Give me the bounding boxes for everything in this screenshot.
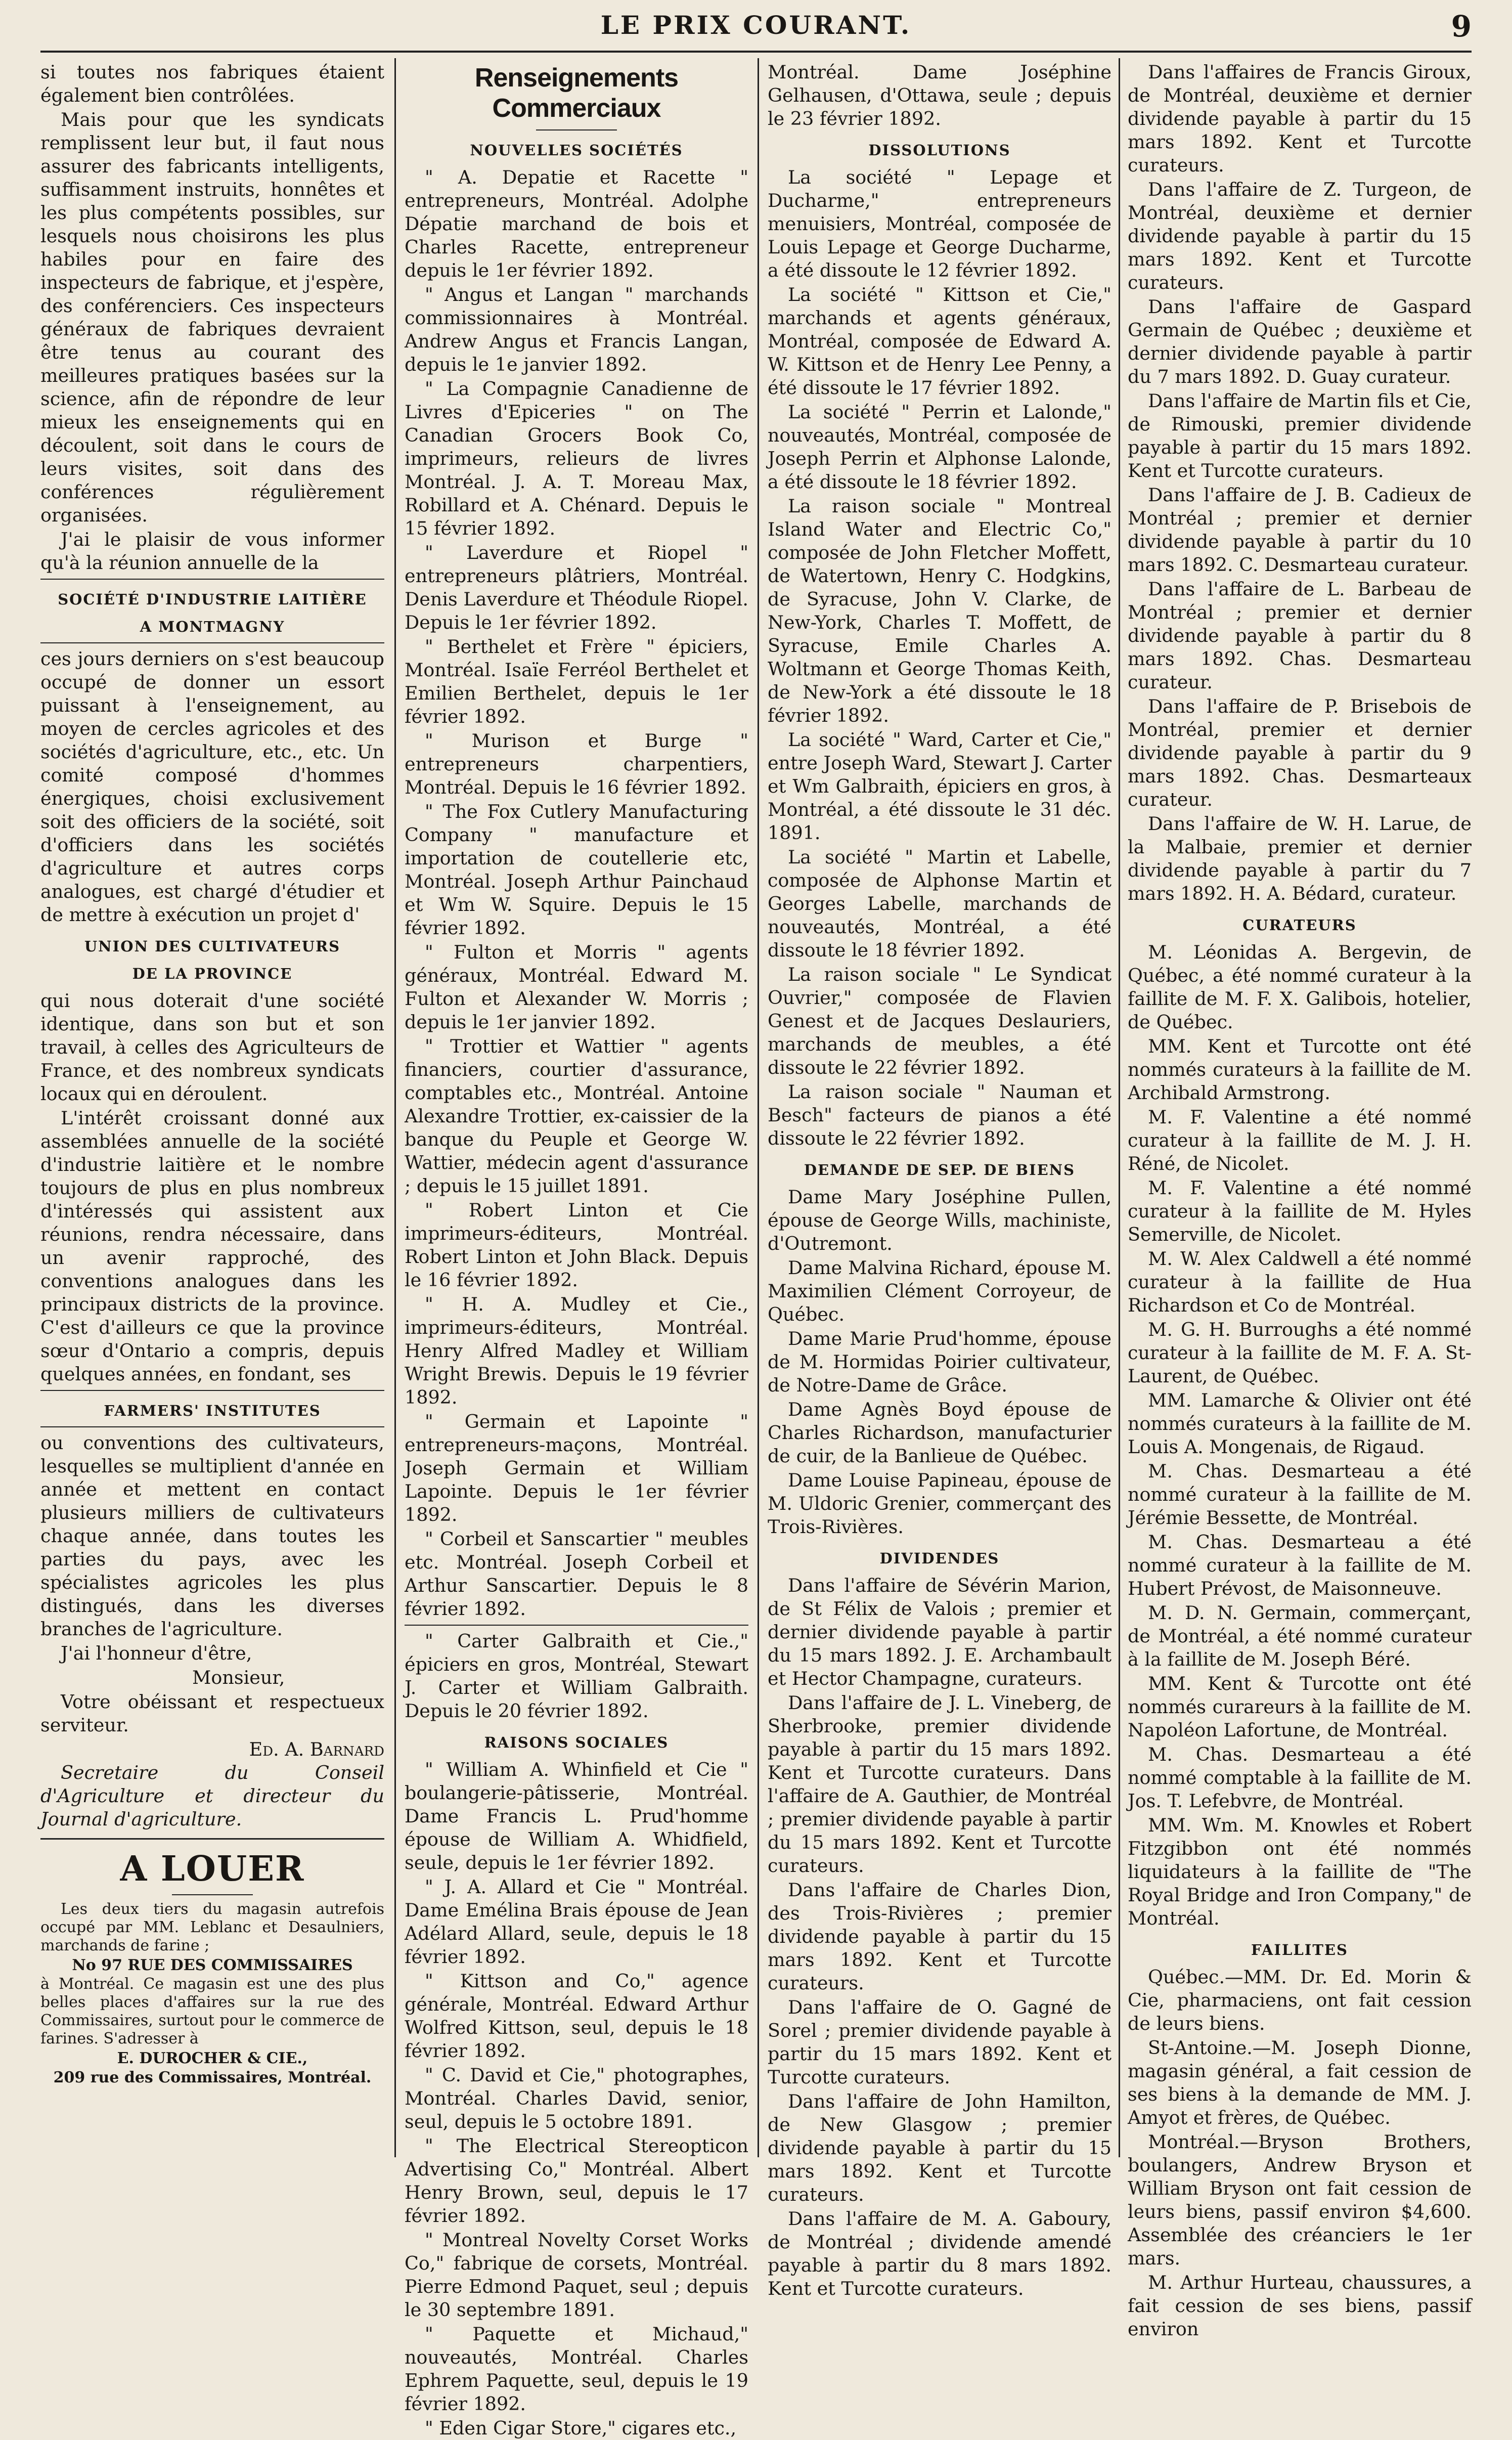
list-item: Dans l'affaire de Charles Dion, des Trois-Rivières ; premier dividende payable à partir du 15 mars 1892. Kent et Turcotte curateurs. [768,1879,1111,1994]
list-item: Dans l'affaire de Gaspard Germain de Québec ; deuxième et dernier dividende payable à partir du 7 mars 1892. D. Guay curateur. [1128,296,1472,387]
divider [40,1390,384,1391]
list-item: Dans l'affaire de M. A. Gaboury, de Montréal ; dividende amendé payable à partir du 8 mars 1892. Kent et Turcotte curateurs. [768,2208,1111,2299]
column-rule [758,58,759,2157]
list-item: Dans l'affaire de L. Barbeau de Montréal ; premier et dernier dividende payable à partir du 8 mars 1892. Chas. Desmarteau curateur. [1128,578,1472,693]
divider [172,1894,253,1895]
list-item: MM. Wm. M. Knowles et Robert Fitzgibbon ont été nommés liquidateurs à la faillite de "The Royal Bridge and Iron Company," de Montréal. [1128,1814,1472,1929]
divider [40,642,384,643]
ad-text: Les deux tiers du magasin autrefois occupé par MM. Leblanc et Desaulniers, marchands de farine ; [40,1900,384,1954]
list-item: " The Fox Cutlery Manufacturing Company " manufacture et importation de coutellerie etc, Montréal. Joseph Arthur Painchaud et Wm W. Squire. Depuis le 15 février 1892. [405,801,748,939]
divider [40,579,384,580]
list-item: M. Arthur Hurteau, chaussures, a fait cession de ses biens, passif environ [1128,2272,1472,2340]
paragraph: qui nous doterait d'une société identique, dans son but et son travail, à celles des Agriculteurs de France, et des nombreux syndicats locaux qui en déroulent. [40,990,384,1105]
list-item: M. D. N. Germain, commerçant, de Montréal, a été nommé curateur à la faillite de M. Joseph Béré. [1128,1602,1472,1670]
list-item: MM. Kent et Turcotte ont été nommés curateurs à la faillite de M. Archibald Armstrong. [1128,1035,1472,1104]
list-item: Dame Marie Prud'homme, épouse de M. Hormidas Poirier cultivateur, de Notre-Dame de Grâce. [768,1328,1111,1396]
list-item: " Eden Cigar Store," cigares etc., [425,2417,737,2439]
paragraph: ou conventions des cultivateurs, lesquelles se multiplient d'année en année et mettent en contact plusieurs milliers de cultivateurs chaque année, dans toutes les parties du pays, avec les spécialistes agricoles les plus distingués, dans les diverses branches de l'agriculture. [40,1432,384,1640]
section-heading: DE LA PROVINCE [132,965,293,982]
list-item: Dans l'affaire de J. B. Cadieux de Montréal ; premier et dernier dividende payable à partir du 10 mars 1892. C. Desmarteau curateur. [1128,484,1472,576]
list-item: " Robert Linton et Cie imprimeurs-éditeurs, Montréal. Robert Linton et John Black. Depuis le 16 février 1892. [405,1199,748,1291]
signature-title: Secretaire du Conseil d'Agriculture et directeur du Journal d'agriculture. [40,1762,384,1830]
list-item: Dans l'affaire de O. Gagné de Sorel ; premier dividende payable à partir du 15 mars 1892. Kent et Turcotte curateurs. [768,1996,1111,2088]
list-item: La société " Lepage et Ducharme," entrepreneurs menuisiers, Montréal, composée de Louis Lepage et George Ducharme, a été dissoute le 12 février 1892. [768,166,1111,281]
paragraph: si toutes nos fabriques étaient également bien contrôlées. [40,61,384,106]
list-item: La société " Kittson et Cie," marchands et agents généraux, Montréal, composée de Edward A. W. Kittson et de Henry Lee Penny, a été dissoute le 17 février 1892. [768,284,1111,399]
section-heading: FARMERS' INSTITUTES [104,1402,321,1419]
list-item: Québec.—MM. Dr. Ed. Morin & Cie, pharmaciens, ont fait cession de leurs biens. [1128,1966,1472,2034]
paragraph: J'ai l'honneur d'être, [61,1642,252,1664]
closing: Votre obéissant et respectueux serviteur. [40,1691,384,1736]
list-item: La société " Ward, Carter et Cie," entre Joseph Ward, Stewart J. Carter et Wm Galbraith, épiciers en gros, à Montréal, a été dissoute le 31 déc. 1891. [768,729,1111,844]
list-item: " Murison et Burge " entrepreneurs charpentiers, Montréal. Depuis le 16 février 1892. [405,730,748,798]
column-2 [405,61,748,2439]
list-item: Dans l'affaire de Martin fils et Cie, de Rimouski, premier dividende payable à partir du 15 mars 1892. Kent et Turcotte curateurs. [1128,390,1472,482]
ad-text: à Montréal. Ce magasin est une des plus belles places d'affaires sur la rue des Commissaires, surtout pour le commerce de farines. S'adresser à [40,1975,384,2047]
list-item: " A. Depatie et Racette " entrepreneurs, Montréal. Adolphe Dépatie marchand de bois et Charles Racette, entrepreneur depuis le 1er février 1892. [405,166,748,281]
list-item: Dame Louise Papineau, épouse de M. Uldoric Grenier, commerçant des Trois-Rivières. [768,1469,1111,1538]
divider [40,1426,384,1427]
list-item: Montréal.—Bryson Brothers, boulangers, Andrew Bryson et William Bryson ont fait cession de leurs biens, passif environ $4,600. Assemblée des créanciers le 1er mars. [1128,2131,1472,2269]
list-item: M. G. H. Burroughs a été nommé curateur à la faillite de M. F. A. St-Laurent, de Québec. [1128,1319,1472,1387]
list-item: M. Léonidas A. Bergevin, de Québec, a été nommé curateur à la faillite de M. F. X. Galibois, hotelier, de Québec. [1128,941,1472,1033]
section-heading: DIVIDENDES [879,1550,1000,1567]
list-item: M. W. Alex Caldwell a été nommé curateur à la faillite de Hua Richardson et Co de Montréal. [1128,1248,1472,1316]
list-item: Dans l'affaire de John Hamilton, de New Glasgow ; premier dividende payable à partir du 15 mars 1892. Kent et Turcotte curateurs. [768,2090,1111,2205]
list-item: La raison sociale " Le Syndicat Ouvrier," composée de Flavien Genest et de Jacques Deslauriers, marchands de meubles, a été dissoute le 22 février 1892. [768,964,1111,1078]
newspaper-title: LE PRIX COURANT. [600,10,912,40]
list-item: MM. Kent & Turcotte ont été nommés curareurs à la faillite de M. Napoléon Lafortune, de Montréal. [1128,1673,1472,1741]
section-heading: A MONTMAGNY [140,618,285,635]
divider [536,129,617,130]
list-item: " Berthelet et Frère " épiciers, Montréal. Isaïe Ferréol Berthelet et Emilien Berthelet, depuis le 1er février 1892. [405,636,748,727]
section-heading: RAISONS SOCIALES [484,1734,669,1751]
ad-contact-address: 209 rue des Commissaires, Montréal. [53,2069,372,2086]
page-header [40,9,1472,53]
list-item: Dame Agnès Boyd épouse de Charles Richardson, manufacturier de cuir, de la Banlieue de Québec. [768,1399,1111,1467]
list-item: " William A. Whinfield et Cie " boulangerie-pâtisserie, Montréal. Dame Francis L. Prud'homme épouse de William A. Whidfield, seule, depuis le 1er février 1892. [405,1759,748,1873]
list-item: Dans l'affaire de Z. Turgeon, de Montréal, deuxième et dernier dividende payable à partir du 15 mars 1892. Kent et Turcotte curateurs. [1128,179,1472,293]
list-item: Dans l'affaire de J. L. Vineberg, de Sherbrooke, premier dividende payable à partir du 15 mars 1892. Kent et Turcotte curateurs. Dans l'affaire de A. Gauthier, de Montréal ; premier dividende payable à partir du 15 mars 1892. Kent et Turcotte curateurs. [768,1692,1111,1877]
list-item: M. Chas. Desmarteau a été nommé curateur à la faillite de M. Hubert Prévost, de Maisonneuve. [1128,1531,1472,1599]
list-item: Dans l'affaire de Sévérin Marion, de St Félix de Valois ; premier et dernier dividende payable à partir du 15 mars 1892. J. E. Archambault et Hector Champagne, curateurs. [768,1575,1111,1689]
list-item: Dame Malvina Richard, épouse M. Maximilien Clément Corroyeur, de Québec. [768,1257,1111,1325]
list-item: St-Antoine.—M. Joseph Dionne, magasin général, a fait cession de ses biens à la demande de MM. J. Amyot et frères, de Québec. [1128,2037,1472,2128]
list-item: M. F. Valentine a été nommé curateur à la faillite de M. J. H. Réné, de Nicolet. [1128,1106,1472,1174]
ad-title: A LOUER [120,1849,305,1889]
list-item: " C. David et Cie," photographes, Montréal. Charles David, senior, seul, depuis le 5 octobre 1891. [405,2064,748,2132]
column-rule [394,58,396,2157]
list-item: " Carter Galbraith et Cie.," épiciers en gros, Montréal, Stewart J. Carter et William Galbraith. Depuis le 20 février 1892. [405,1630,748,1722]
list-item: M. F. Valentine a été nommé curateur à la faillite de M. Hyles Semerville, de Nicolet. [1128,1177,1472,1245]
divider [40,1838,384,1840]
section-heading: NOUVELLES SOCIÉTÉS [470,142,683,159]
section-heading: DISSOLUTIONS [868,142,1011,159]
paragraph: Montréal. Dame Joséphine Gelhausen, d'Ottawa, seule ; depuis le 23 février 1892. [768,61,1111,129]
list-item: " Corbeil et Sanscartier " meubles etc. Montréal. Joseph Corbeil et Arthur Sanscartier. Depuis le 8 février 1892. [405,1528,748,1620]
list-item: " Montreal Novelty Corset Works Co," fabrique de corsets, Montréal. Pierre Edmond Paquet, seul ; depuis le 30 septembre 1891. [405,2229,748,2321]
section-heading: UNION DES CULTIVATEURS [84,938,341,955]
list-item: La raison sociale " Montreal Island Water and Electric Co," composée de John Fletcher Moffett, de Watertown, Henry C. Hodgkins, de Syracuse, John V. Clarke, de New-York, Charles T. Moffett, de Syracuse, Emile Charles A. Woltmann et George Thomas Keith, de New-York a été dissoute le 18 février 1892. [768,495,1111,726]
list-item: " J. A. Allard et Cie " Montréal. Dame Emélina Brais épouse de Jean Adélard Allard, seule, depuis le 18 février 1892. [405,1876,748,1968]
list-item: La société " Perrin et Lalonde," nouveautés, Montréal, composée de Joseph Perrin et Alphonse Lalonde, a été dissoute le 18 février 1892. [768,401,1111,493]
list-item: " Laverdure et Riopel " entrepreneurs plâtriers, Montréal. Denis Laverdure et Théodule Riopel. Depuis le 1er février 1892. [405,542,748,633]
list-item: Dans l'affaires de Francis Giroux, de Montréal, deuxième et dernier dividende payable à partir du 15 mars 1892. Kent et Turcotte curateurs. [1128,61,1472,176]
salutation: Monsieur, [192,1667,285,1688]
column-3 [768,61,1111,2299]
divider [405,1625,748,1626]
list-item: " Fulton et Morris " agents généraux, Montréal. Edward M. Fulton et Alexander W. Morris ; depuis le 1er janvier 1892. [405,941,748,1033]
signature: Ed. A. Barnard [249,1738,384,1760]
column-title: Renseignements Commerciaux [474,63,679,123]
list-item: " La Compagnie Canadienne de Livres d'Epiceries " on The Canadian Grocers Book Co, imprimeurs, relieurs de livres Montréal. J. A. T. Moreau Max, Robillard et A. Chénard. Depuis le 15 février 1892. [405,378,748,539]
section-heading: FAILLITES [1251,1941,1348,1958]
list-item: La raison sociale " Nauman et Besch" facteurs de pianos a été dissoute le 22 février 1892. [768,1081,1111,1149]
paragraph: L'intérêt croissant donné aux assemblées annuelle de la société d'industrie laitière et le nombre toujours de plus en plus nombreux d'intéressés qui assistent aux réunions, rendra nécessaire, dans un avenir rapproché, des conventions analogues dans les principaux districts de la province. C'est d'ailleurs ce que la province sœur d'Ontario a compris, depuis quelques années, en fondant, ses [40,1107,384,1385]
section-heading: DEMANDE DE SEP. DE BIENS [804,1161,1076,1179]
section-heading: SOCIÉTÉ D'INDUSTRIE LAITIÈRE [58,591,367,608]
column-4 [1128,61,1472,2340]
list-item: " Kittson and Co," agence générale, Montréal. Edward Arthur Wolfred Kittson, seul, depuis le 18 février 1892. [405,1970,748,2062]
list-item: M. Chas. Desmarteau a été nommé curateur à la faillite de M. Jérémie Bessette, de Montréal. [1128,1460,1472,1529]
paragraph: J'ai le plaisir de vous informer qu'à la réunion annuelle de la [40,529,384,574]
list-item: " Angus et Langan " marchands commissionnaires à Montréal. Andrew Angus et Francis Langan, depuis le 1e janvier 1892. [405,284,748,375]
ad-contact: E. DUROCHER & CIE., [117,2050,308,2067]
column-1 [40,61,384,2160]
list-item: " H. A. Mudley et Cie., imprimeurs-éditeurs, Montréal. Henry Alfred Madley et William Wright Brewis. Depuis le 19 février 1892. [405,1293,748,1408]
section-heading: CURATEURS [1242,917,1357,934]
paragraph: ces jours derniers on s'est beaucoup occupé de donner un essort puissant à l'enseignement, au moyen de cercles agricoles et des sociétés d'agriculture, etc., etc. Un comité composé d'hommes énergiques, choisi exclusivement soit des officiers de la société, soit d'officiers dans les sociétés d'agriculture et autres corps analogues, est chargé d'étudier et de mettre à exécution un projet d' [40,648,384,926]
paragraph: Mais pour que les syndicats remplissent leur but, il faut nous assurer des fabricants intelligents, suffisamment instruits, honnêtes et les plus compétents possibles, sur lesquels nous choisirons les plus habiles pour en faire des inspecteurs de fabrique, et j'espère, des conférenciers. Ces inspecteurs généraux de fabriques devraient être tenus au courant des meilleures pratiques basées sur la science, afin de répondre de leur mieux les enseignements qui en découlent, soit dans le cours de leurs visites, soit dans des conférences régulièrement organisées. [40,109,384,526]
list-item: " Germain et Lapointe " entrepreneurs-maçons, Montréal. Joseph Germain et William Lapointe. Depuis le 1er février 1892. [405,1411,748,1526]
ad-address: No 97 RUE DES COMMISSAIRES [72,1956,353,1974]
page-number: 9 [1451,9,1472,43]
column-rule [1119,58,1120,2157]
list-item: Dans l'affaire de P. Brisebois de Montréal, premier et dernier dividende payable à partir du 9 mars 1892. Chas. Desmarteaux curateur. [1128,695,1472,810]
list-item: MM. Lamarche & Olivier ont été nommés curateurs à la faillite de M. Louis A. Mongenais, de Rigaud. [1128,1389,1472,1458]
list-item: " Paquette et Michaud," nouveautés, Montréal. Charles Ephrem Paquette, seul, depuis le 19 février 1892. [405,2323,748,2415]
list-item: Dans l'affaire de W. H. Larue, de la Malbaie, premier et dernier dividende payable à partir du 7 mars 1892. H. A. Bédard, curateur. [1128,813,1472,904]
list-item: La société " Martin et Labelle, composée de Alphonse Martin et Georges Labelle, marchands de nouveautés, Montréal, a été dissoute le 18 février 1892. [768,846,1111,961]
list-item: " The Electrical Stereopticon Advertising Co," Montréal. Albert Henry Brown, seul, depuis le 17 février 1892. [405,2135,748,2227]
list-item: Dame Mary Joséphine Pullen, épouse de George Wills, machiniste, d'Outremont. [768,1186,1111,1254]
list-item: M. Chas. Desmarteau a été nommé comptable à la faillite de M. Jos. T. Lefebvre, de Montréal. [1128,1744,1472,1812]
list-item: " Trottier et Wattier " agents financiers, courtier d'assurance, comptables etc., Montréal. Antoine Alexandre Trottier, ex-caissier de la banque du Peuple et George W. Wattier, médecin agent d'assurance ; depuis le 15 juillet 1891. [405,1035,748,1197]
